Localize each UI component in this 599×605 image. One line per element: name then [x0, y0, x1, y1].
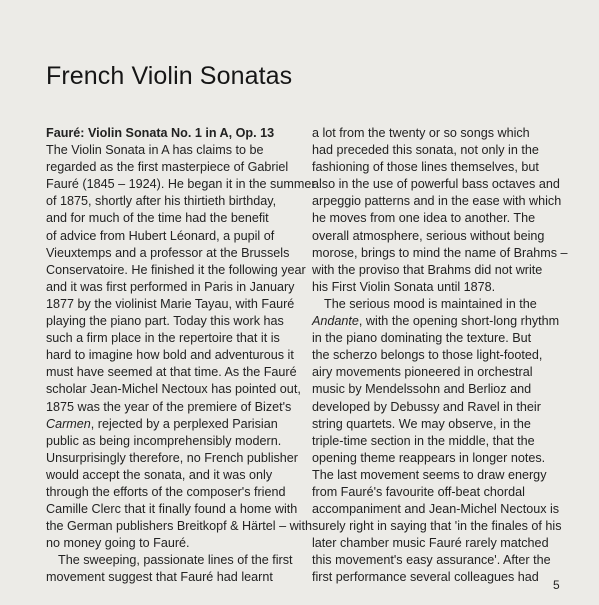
- text-line: surely right in saying that 'in the finales of his: [312, 519, 562, 534]
- text-line: triple-time section in the middle, that the: [312, 433, 535, 448]
- text-line: developed by Debussy and Ravel in their: [312, 399, 541, 414]
- text-line: The sweeping, passionate lines of the first: [58, 553, 293, 568]
- left-paragraph-2: [46, 552, 308, 586]
- text-line: movement suggest that Fauré had learnt: [46, 570, 273, 585]
- right-column: [312, 125, 568, 587]
- left-paragraph-1: [46, 142, 316, 552]
- text-line: later chamber music Fauré rarely matched: [312, 536, 549, 551]
- text-line: 1877 by the violinist Marie Tayau, with Fauré: [46, 296, 295, 311]
- text-line: had preceded this sonata, not only in the: [312, 143, 539, 158]
- text-line: his First Violin Sonata until 1878.: [312, 279, 496, 294]
- text-line: of 1875, shortly after his thirtieth birthday,: [46, 194, 277, 209]
- text-line: opening theme reappears in longer notes.: [312, 450, 546, 465]
- left-column: [46, 125, 316, 587]
- text-line: the scherzo belongs to those light-footed,: [312, 348, 543, 363]
- text-line: must have seemed at that time. As the Fauré: [46, 365, 297, 380]
- text-line: Fauré (1845 – 1924). He began it in the summer: [46, 177, 316, 192]
- text-line: arpeggio patterns and in the ease with which: [312, 194, 562, 209]
- text-line: with the proviso that Brahms did not write: [312, 262, 543, 277]
- right-paragraph-2: [312, 296, 562, 587]
- text-line: Carmen, rejected by a perplexed Parisian: [46, 416, 278, 431]
- text-line: fashioning of those lines themselves, but: [312, 160, 539, 175]
- text-line: would accept the sonata, and it was only: [46, 467, 273, 482]
- text-line: The last movement seems to draw energy: [312, 467, 547, 482]
- text-line: first performance several colleagues had: [312, 570, 539, 585]
- text-line: airy movements pioneered in orchestral: [312, 365, 533, 380]
- text-line: Unsurprisingly therefore, no French publisher: [46, 450, 298, 465]
- text-line: through the efforts of the composer's friend: [46, 484, 286, 499]
- section-heading: Fauré: Violin Sonata No. 1 in A, Op. 13: [46, 126, 275, 140]
- page-number: 5: [553, 578, 560, 592]
- text-line: regarded as the first masterpiece of Gabriel: [46, 160, 289, 175]
- text-line: overall atmosphere, serious without being: [312, 228, 545, 243]
- text-line: Andante, with the opening short-long rhythm: [312, 314, 560, 329]
- text-line: morose, brings to mind the name of Brahms –: [312, 245, 568, 260]
- text-line: accompaniment and Jean-Michel Nectoux is: [312, 502, 560, 517]
- text-line: also in the use of powerful bass octaves and: [312, 177, 560, 192]
- right-paragraph-1: [312, 125, 568, 296]
- text-line: The serious mood is maintained in the: [324, 296, 537, 311]
- text-line: no money going to Fauré.: [46, 536, 190, 551]
- text-line: and for much of the time had the benefit: [46, 211, 269, 226]
- text-line: scholar Jean-Michel Nectoux has pointed out,: [46, 382, 301, 397]
- text-line: playing the piano part. Today this work has: [46, 314, 284, 329]
- text-line: music by Mendelssohn and Berlioz and: [312, 382, 532, 397]
- text-line: of advice from Hubert Léonard, a pupil of: [46, 228, 275, 243]
- text-line: this movement's easy assurance'. After the: [312, 553, 551, 568]
- text-line: string quartets. We may observe, in the: [312, 416, 531, 431]
- text-line: Camille Clerc that it finally found a home with: [46, 502, 298, 517]
- page-title: French Violin Sonatas: [46, 62, 293, 90]
- text-line: public as being incomprehensibly modern.: [46, 433, 282, 448]
- text-line: the German publishers Breitkopf & Härtel – with: [46, 519, 312, 534]
- text-line: and it was first performed in Paris in January: [46, 279, 295, 294]
- text-line: he moves from one idea to another. The: [312, 211, 536, 226]
- text-line: Conservatoire. He finished it the following year: [46, 262, 306, 277]
- text-line: Vieuxtemps and a professor at the Brussels: [46, 245, 290, 260]
- text-line: such a firm place in the repertoire that it is: [46, 331, 280, 346]
- text-line: The Violin Sonata in A has claims to be: [46, 143, 264, 158]
- text-line: from Fauré's favourite off-beat chordal: [312, 484, 525, 499]
- text-line: a lot from the twenty or so songs which: [312, 126, 530, 140]
- text-line: in the piano dominating the texture. But: [312, 331, 532, 346]
- text-line: 1875 was the year of the premiere of Bizet's: [46, 399, 292, 414]
- text-line: hard to imagine how bold and adventurous it: [46, 348, 294, 363]
